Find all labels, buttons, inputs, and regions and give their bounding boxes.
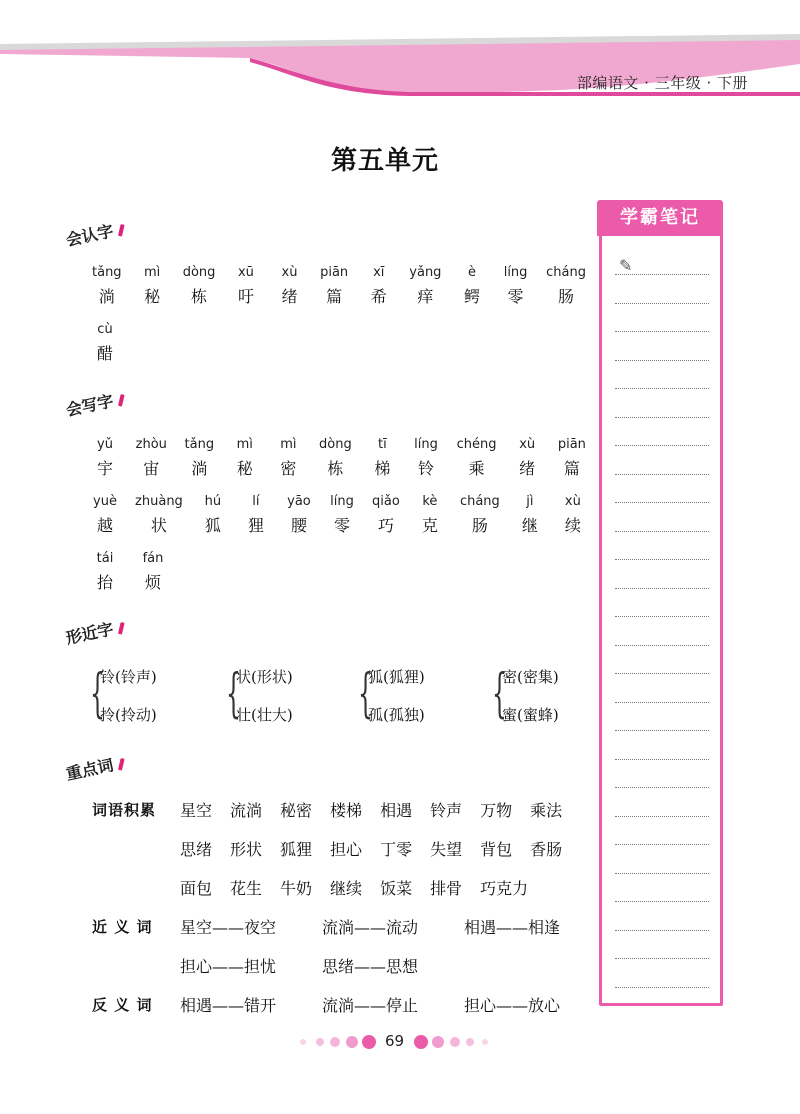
note-line [615,474,709,475]
word: 牛奶 [280,879,313,898]
hanzi: 梯 [374,459,391,478]
hanzi: 烦 [144,573,161,592]
section-label: 会写字 [64,391,116,420]
hanzi: 宇 [96,459,113,478]
pen-icon [118,622,125,635]
note-line [615,673,709,674]
pinyin: jì [526,494,534,509]
char-cell [560,494,586,536]
hanzi: 希 [370,287,387,306]
brace-icon: { [226,664,241,724]
pen-icon [118,224,125,237]
word: 秘密 [280,801,313,820]
accumulate-label: 词语积累 [92,801,157,819]
similar-bottom: 孤(孤独) [368,706,425,724]
pen-icon [118,758,125,771]
hanzi: 密 [280,459,297,478]
hanzi: 宙 [143,459,160,478]
footer-dot [432,1036,444,1048]
antonym-label: 反 义 词 [92,996,153,1014]
pinyin: tǎng [184,437,215,452]
word: 楼梯 [330,801,363,820]
pinyin: hú [204,494,222,509]
note-line [615,930,709,931]
char-cell [459,265,485,307]
page-number: 69 [385,1032,405,1050]
char-cell [413,437,439,479]
hanzi: 续 [564,516,581,535]
hanzi: 零 [507,287,524,306]
char-cell [140,551,166,593]
char-cell [92,322,118,364]
word: 花生 [230,879,263,898]
char-cell [503,265,529,307]
note-line [615,274,709,275]
char-cell [457,437,497,479]
pencil-icon: ✎ [619,256,633,275]
word: 相遇 [380,801,413,820]
hanzi: 肠 [558,287,575,306]
pinyin: yǎng [409,265,442,280]
pinyin: mì [280,437,297,452]
note-line [615,759,709,760]
recognize-row-1 [92,265,586,307]
hanzi: 肠 [471,516,488,535]
write-row-2 [92,494,586,536]
note-line [615,702,709,703]
unit-title: 第五单元 [330,146,439,176]
char-cell [233,265,259,307]
pinyin: qiǎo [372,494,400,509]
char-cell [372,494,400,536]
pinyin: piān [320,265,349,280]
footer-dot [482,1039,488,1045]
footer [0,1030,800,1054]
word-pair: 流淌——流动 [322,918,419,937]
section-label: 会认字 [64,221,116,250]
accumulate-row [180,798,580,821]
pinyin: è [468,265,476,280]
section-title-write [64,386,126,421]
section-title-key-words [64,750,126,785]
hanzi: 淌 [98,287,115,306]
char-cell [185,437,215,479]
header-band [0,0,800,100]
char-cell [277,265,303,307]
similar-top: 铃(铃声) [100,668,157,686]
pinyin: dòng [182,265,216,280]
word: 香肠 [530,840,563,859]
accumulate-row [180,837,580,860]
note-line [615,787,709,788]
note-line [615,616,709,617]
pinyin: tái [96,551,114,566]
word: 狐狸 [280,840,313,859]
char-cell [92,265,122,307]
hanzi: 继 [521,516,538,535]
pinyin: cháng [459,494,500,509]
word: 思绪 [180,840,213,859]
note-line [615,873,709,874]
hanzi: 状 [150,516,167,535]
char-cell [514,437,540,479]
note-line [615,531,709,532]
pinyin: chéng [456,437,497,452]
footer-dot [414,1035,428,1049]
char-cell [92,437,118,479]
hanzi: 醋 [96,344,113,363]
word-pair: 担心——担忧 [180,957,277,976]
char-cell [286,494,312,536]
accumulate-row [180,876,546,899]
char-cell [139,265,165,307]
hanzi: 腰 [290,516,307,535]
pinyin: xū [237,265,254,280]
hanzi: 篇 [563,459,580,478]
note-line [615,445,709,446]
char-cell [417,494,443,536]
note-line [615,645,709,646]
pinyin: mì [236,437,253,452]
pinyin: líng [330,494,354,509]
book-label: 部编语文 · 三年级 · 下册 [576,74,748,92]
pinyin: cù [97,322,113,337]
recognize-row-2 [92,322,118,364]
note-line [615,816,709,817]
pinyin: zhuàng [135,494,183,509]
hanzi: 栋 [191,287,208,306]
word: 万物 [480,801,513,820]
notes-box [599,230,723,1006]
section-title-recognize [64,216,126,251]
char-cell [232,437,258,479]
word: 饭菜 [380,879,413,898]
brace-icon: { [358,664,373,724]
hanzi: 克 [421,516,438,535]
section-label: 重点词 [64,755,116,784]
word: 背包 [480,840,513,859]
pinyin: fán [142,551,164,566]
footer-dot [330,1037,340,1047]
pinyin: tī [378,437,387,452]
pinyin: xù [519,437,536,452]
char-cell [369,437,395,479]
char-cell [366,265,392,307]
notes-title: 学霸笔记 [597,200,723,236]
notes-panel [597,200,725,1008]
similar-bottom: 蜜(蜜蜂) [502,706,559,724]
footer-dot [346,1036,358,1048]
pinyin: lí [252,494,260,509]
pinyin: zhòu [135,437,167,452]
word: 星空 [180,801,213,820]
footer-dot [316,1038,324,1046]
char-cell [136,437,167,479]
pen-icon [118,394,125,407]
hanzi: 淌 [191,459,208,478]
hanzi: 狐 [204,516,221,535]
hanzi: 秘 [144,287,161,306]
char-cell [135,494,183,536]
hanzi: 铃 [418,459,435,478]
brace-icon: { [492,664,507,724]
note-line [615,958,709,959]
hanzi: 越 [96,516,113,535]
similar-top: 状(形状) [236,668,293,686]
char-cell [517,494,543,536]
word: 形状 [230,840,263,859]
word: 流淌 [230,801,263,820]
char-cell [546,265,586,307]
word: 面包 [180,879,213,898]
pinyin: xī [373,265,385,280]
word: 继续 [330,879,363,898]
pinyin: líng [503,265,528,280]
footer-dot [466,1038,474,1046]
char-cell [460,494,500,536]
footer-dot [362,1035,376,1049]
hanzi: 吁 [237,287,254,306]
pinyin: tǎng [92,265,122,280]
note-line [615,901,709,902]
pinyin: mì [143,265,161,280]
note-line [615,844,709,845]
hanzi: 巧 [377,516,394,535]
similar-top: 密(密集) [502,668,559,686]
pinyin: yāo [287,494,311,509]
similar-bottom: 壮(壮大) [236,706,293,724]
word: 排骨 [430,879,463,898]
char-cell [92,494,118,536]
note-line [615,559,709,560]
pinyin: xù [281,265,298,280]
char-cell [329,494,355,536]
note-line [615,303,709,304]
hanzi: 绪 [281,287,298,306]
word-pair: 思绪——思想 [322,957,419,976]
hanzi: 零 [333,516,350,535]
pinyin: yǔ [97,437,113,452]
word: 巧克力 [480,879,529,898]
hanzi: 鳄 [463,287,480,306]
word-pair: 担心——放心 [464,996,561,1015]
word-pair: 流淌——停止 [322,996,419,1015]
note-line [615,730,709,731]
similar-top: 狐(狐狸) [368,668,425,686]
note-line [615,502,709,503]
char-cell [409,265,441,307]
hanzi: 秘 [236,459,253,478]
footer-dot [300,1039,306,1045]
pinyin: xù [564,494,581,509]
char-cell [200,494,226,536]
synonym-label: 近 义 词 [92,918,153,936]
word: 担心 [330,840,363,859]
word: 铃声 [430,801,463,820]
char-cell [319,437,352,479]
char-cell [183,265,216,307]
hanzi: 绪 [519,459,536,478]
hanzi: 栋 [327,459,344,478]
footer-dot [450,1037,460,1047]
word-pair: 相遇——错开 [180,996,277,1015]
word: 乘法 [530,801,563,820]
pinyin: piān [557,437,586,452]
hanzi: 篇 [326,287,343,306]
char-cell [558,437,586,479]
write-row-3 [92,551,188,593]
pinyin: cháng [546,265,586,280]
pinyin: dòng [319,437,352,452]
pinyin: kè [422,494,438,509]
hanzi: 抬 [96,573,113,592]
hanzi: 狸 [247,516,264,535]
hanzi: 乘 [468,459,485,478]
char-cell [275,437,301,479]
write-row-1 [92,437,586,479]
note-line [615,417,709,418]
section-title-similar [64,614,126,649]
pinyin: líng [414,437,438,452]
char-cell [243,494,269,536]
hanzi: 痒 [417,287,434,306]
similar-bottom: 拎(拎动) [100,706,157,724]
brace-icon: { [90,664,105,724]
section-label: 形近字 [64,619,116,648]
char-cell [320,265,348,307]
word: 丁零 [380,840,413,859]
note-line [615,588,709,589]
note-line [615,360,709,361]
note-line [615,331,709,332]
word: 失望 [430,840,463,859]
word-pair: 相遇——相逢 [464,918,561,937]
char-cell [92,551,118,593]
pinyin: yuè [93,494,117,509]
word-pair: 星空——夜空 [180,918,277,937]
note-line [615,388,709,389]
note-line [615,987,709,988]
